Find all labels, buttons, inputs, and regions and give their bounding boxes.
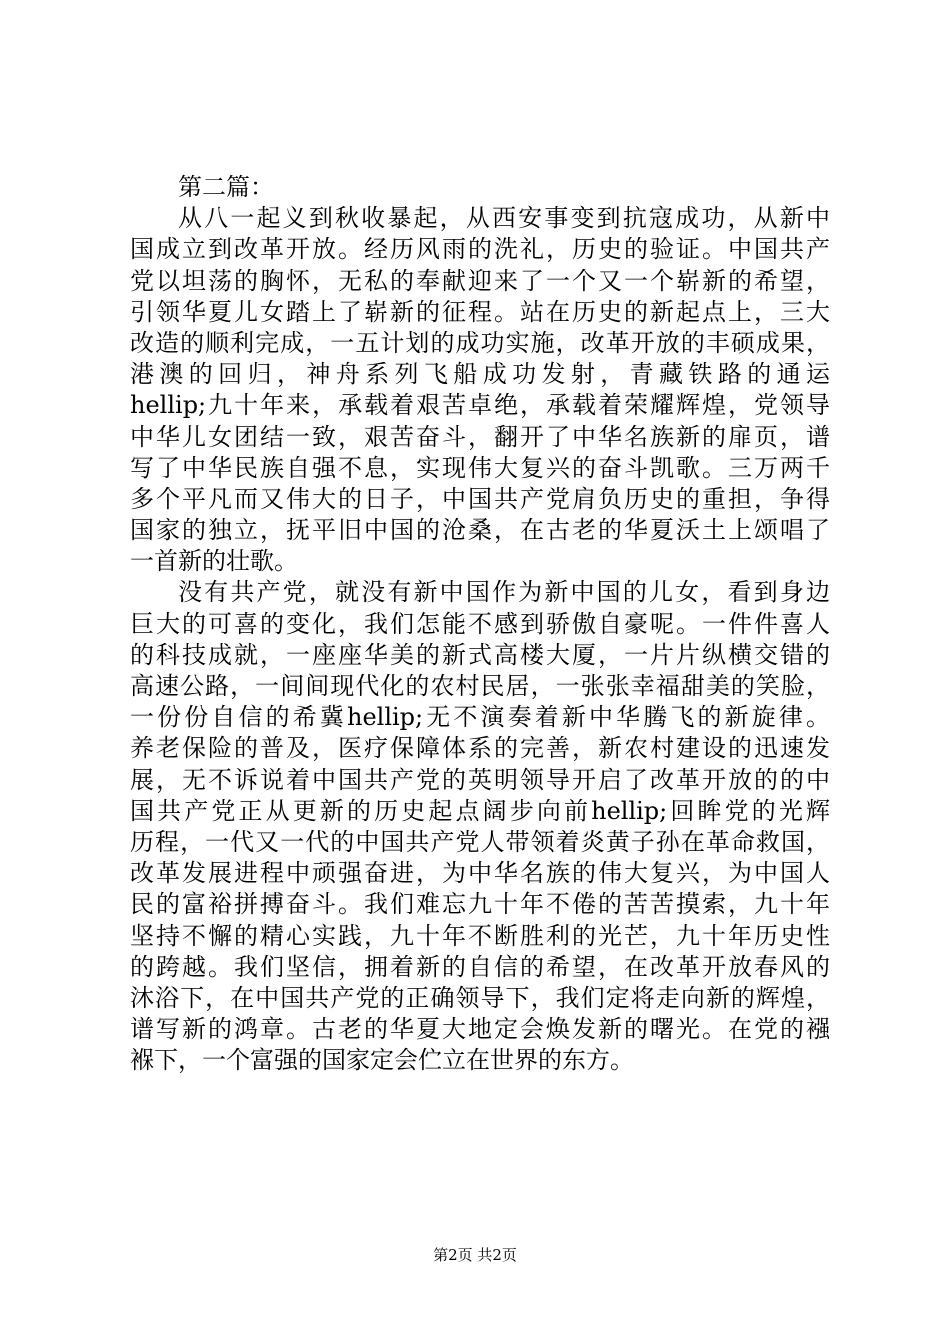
- paragraph-line: 高速公路，一间间现代化的农村民居，一张张幸福甜美的笑脸，: [130, 672, 830, 700]
- page-number-footer: 第2页 共2页: [433, 1246, 517, 1264]
- paragraph-line: 多个平凡而又伟大的日子，中国共产党肩负历史的重担，争得: [130, 484, 830, 513]
- document-body: [130, 172, 830, 1076]
- paragraph-line: 国家的独立，抚平旧中国的沧桑，在古老的华夏沃土上颂唱了: [130, 516, 830, 545]
- paragraph-line: 坚持不懈的精心实践，九十年不断胜利的光芒，九十年历史性: [130, 921, 830, 950]
- paragraph-line: 一份份自信的希冀hellip;无不演奏着新中华腾飞的新旋律。: [130, 703, 830, 732]
- paragraph-line: 展，无不诉说着中国共产党的英明领导开启了改革开放的的中: [130, 765, 830, 794]
- paragraph-line: 的科技成就，一座座华美的新式高楼大厦，一片片纵横交错的: [130, 640, 830, 669]
- paragraph-line: 引领华夏儿女踏上了崭新的征程。站在历史的新起点上，三大: [130, 297, 830, 326]
- paragraph-line: 写了中华民族自强不息，实现伟大复兴的奋斗凯歌。三万两千: [130, 453, 830, 482]
- paragraph-line: hellip;九十年来，承载着艰苦卓绝，承载着荣耀辉煌，党领导: [130, 391, 830, 420]
- paragraph-line: 国共产党正从更新的历史起点阔步向前hellip;回眸党的光辉: [130, 796, 830, 825]
- section-heading: 第二篇：: [178, 173, 274, 201]
- paragraph-line: 一首新的壮歌。: [130, 547, 298, 576]
- paragraph-line: 从八一起义到秋收暴起，从西安事变到抗寇成功，从新中: [178, 204, 830, 233]
- paragraph-line: 改革发展进程中顽强奋进，为中华名族的伟大复兴，为中国人: [130, 859, 830, 888]
- paragraph-line: 港澳的回归，神舟系列飞船成功发射，青藏铁路的通运: [130, 360, 830, 389]
- paragraph-line: 巨大的可喜的变化，我们怎能不感到骄傲自豪呢。一件件喜人: [130, 609, 830, 638]
- paragraph-line: 历程，一代又一代的中国共产党人带领着炎黄子孙在革命救国，: [130, 827, 830, 856]
- paragraph-line: 的跨越。我们坚信，拥着新的自信的希望，在改革开放春风的: [130, 952, 830, 981]
- paragraph-line: 养老保险的普及，医疗保障体系的完善，新农村建设的迅速发: [130, 734, 830, 763]
- paragraph-line: 谱写新的鸿章。古老的华夏大地定会焕发新的曙光。在党的襁: [130, 1015, 830, 1044]
- paragraph-1: [130, 203, 830, 577]
- paragraph-line: 国成立到改革开放。经历风雨的洗礼，历史的验证。中国共产: [130, 235, 830, 264]
- paragraph-line: 党以坦荡的胸怀，无私的奉献迎来了一个又一个崭新的希望，: [130, 266, 830, 295]
- paragraph-line: 没有共产党，就没有新中国作为新中国的儿女，看到身边: [178, 578, 830, 607]
- paragraph-line: 改造的顺利完成，一五计划的成功实施，改革开放的丰硕成果，: [130, 328, 830, 357]
- paragraph-line: 民的富裕拼搏奋斗。我们难忘九十年不倦的苦苦摸索，九十年: [130, 890, 830, 919]
- paragraph-2: [130, 577, 830, 1076]
- paragraph-line: 中华儿女团结一致，艰苦奋斗，翻开了中华名族新的扉页，谱: [130, 422, 830, 451]
- paragraph-line: 沐浴下，在中国共产党的正确领导下，我们定将走向新的辉煌，: [130, 983, 830, 1012]
- paragraph-line: 褓下，一个富强的国家定会伫立在世界的东方。: [130, 1046, 634, 1075]
